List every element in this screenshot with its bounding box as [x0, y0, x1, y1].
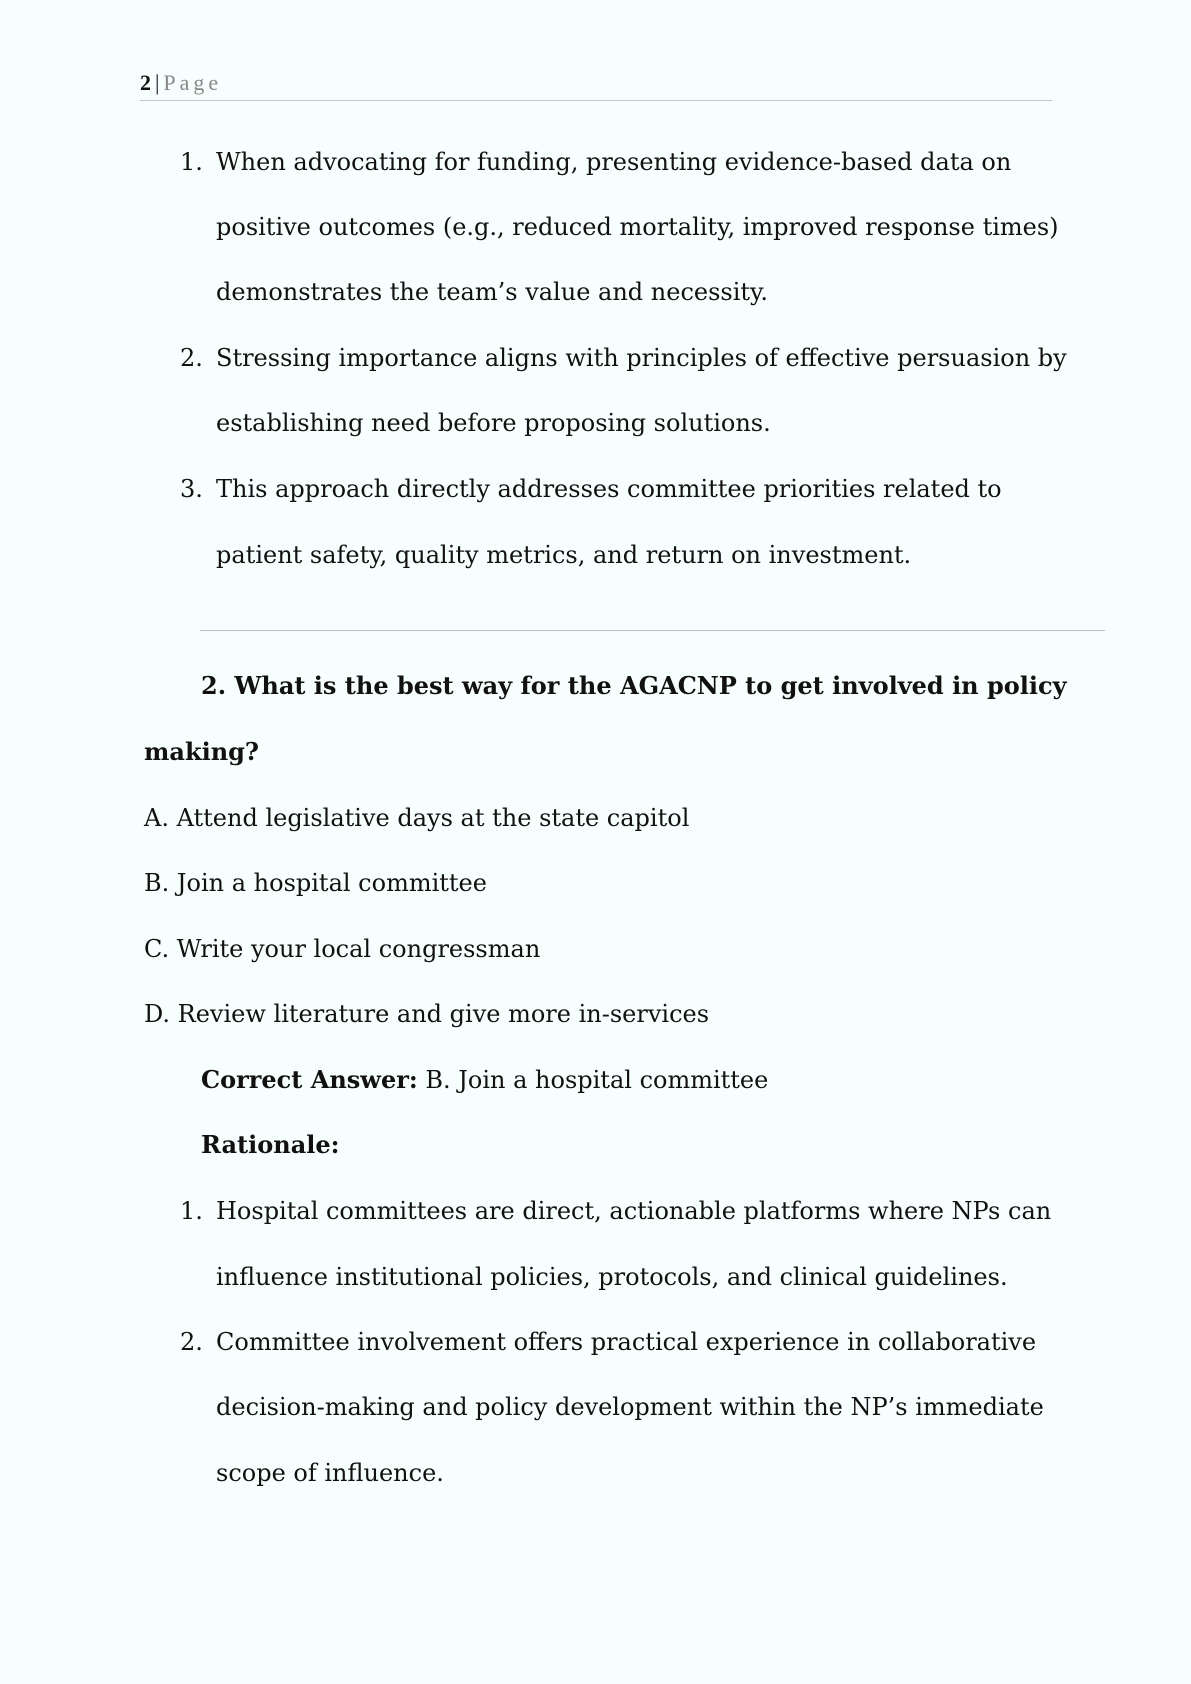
list-number: 3.	[180, 475, 203, 503]
list-item-line: scope of influence.	[216, 1459, 444, 1487]
list-item-line: When advocating for funding, presenting evidence-based data on	[216, 148, 1012, 176]
page-word: Page	[163, 70, 223, 95]
list-number: 1.	[180, 148, 203, 176]
list-item-line: influence institutional policies, protocols, and clinical guidelines.	[216, 1263, 1008, 1291]
answer-option-b: B. Join a hospital committee	[144, 869, 487, 897]
correct-answer	[201, 1065, 768, 1095]
list-item-line: Hospital committees are direct, actionable platforms where NPs can	[216, 1197, 1052, 1225]
list-item-line: This approach directly addresses committee priorities related to	[216, 475, 1002, 503]
list-item-line: positive outcomes (e.g., reduced mortality, improved response times)	[216, 213, 1059, 241]
answer-option-c: C. Write your local congressman	[144, 935, 541, 963]
rationale-label: Rationale:	[201, 1130, 340, 1159]
answer-option-d: D. Review literature and give more in-services	[144, 1000, 710, 1028]
answer-option-a: A. Attend legislative days at the state capitol	[144, 804, 690, 832]
list-number: 1.	[180, 1197, 203, 1225]
page-number: 2	[140, 70, 151, 95]
correct-answer-value: B. Join a hospital committee	[417, 1066, 769, 1094]
list-item-line: decision-making and policy development within the NP’s immediate	[216, 1393, 1044, 1421]
list-number: 2.	[180, 344, 203, 372]
list-item-line: patient safety, quality metrics, and return on investment.	[216, 541, 912, 569]
list-item-line: Stressing importance aligns with principles of effective persuasion by	[216, 344, 1067, 372]
list-number: 2.	[180, 1328, 203, 1356]
question-title: 2. What is the best way for the AGACNP to get involved in policy	[201, 671, 1067, 700]
section-divider	[200, 630, 1105, 631]
correct-answer-label: Correct Answer:	[201, 1065, 418, 1094]
list-item-line: Committee involvement offers practical experience in collaborative	[216, 1328, 1037, 1356]
page-header	[140, 70, 1052, 101]
header-separator: |	[155, 70, 160, 95]
list-item-line: demonstrates the team’s value and necessity.	[216, 278, 769, 306]
question-title-cont: making?	[144, 737, 259, 766]
list-item-line: establishing need before proposing solutions.	[216, 409, 771, 437]
